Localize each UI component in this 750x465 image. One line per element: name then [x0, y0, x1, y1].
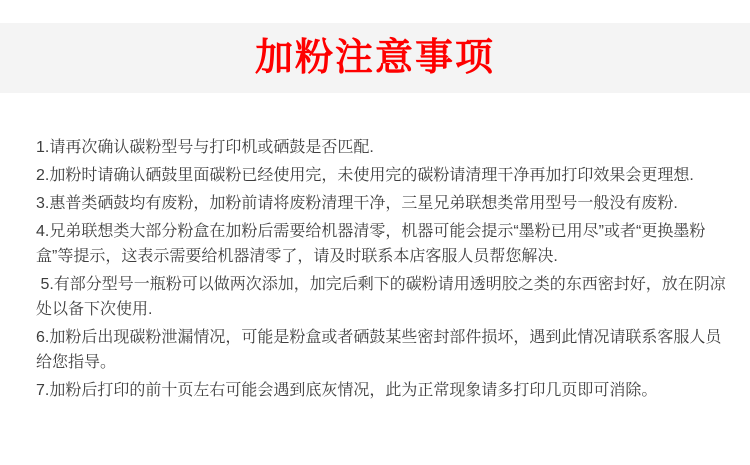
notice-item-7: 7.加粉后打印的前十页左右可能会遇到底灰情况，此为正常现象请多打印几页即可消除。 — [36, 382, 658, 399]
notice-item-1: 1.请再次确认碳粉型号与打印机或硒鼓是否匹配. — [36, 139, 374, 156]
notice-item-4: 4.兄弟联想类大部分粉盒在加粉后需要给机器清零，机器可能会提示“墨粉已用尽”或者“更换墨粉盒”等提示，这表示需要给机器清零了，请及时联系本店客服人员帮您解决. — [36, 223, 706, 265]
notice-list — [36, 135, 726, 406]
notice-item-3: 3.惠普类硒鼓均有废粉，加粉前请将废粉清理干净，三星兄弟联想类常用型号一般没有废粉. — [36, 195, 678, 212]
notice-item-5: 5.有部分型号一瓶粉可以做两次添加，加完后剩下的碳粉请用透明胶之类的东西密封好，放在阴凉处以备下次使用. — [36, 276, 726, 318]
notice-item-6: 6.加粉后出现碳粉泄漏情况，可能是粉盒或者硒鼓某些密封部件损坏，遇到此情况请联系客服人员给您指导。 — [36, 329, 722, 371]
notice-item-2: 2.加粉时请确认硒鼓里面碳粉已经使用完，未使用完的碳粉请清理干净再加打印效果会更理想. — [36, 167, 694, 184]
title-banner — [0, 23, 750, 93]
page-title: 加粉注意事项 — [254, 37, 495, 79]
